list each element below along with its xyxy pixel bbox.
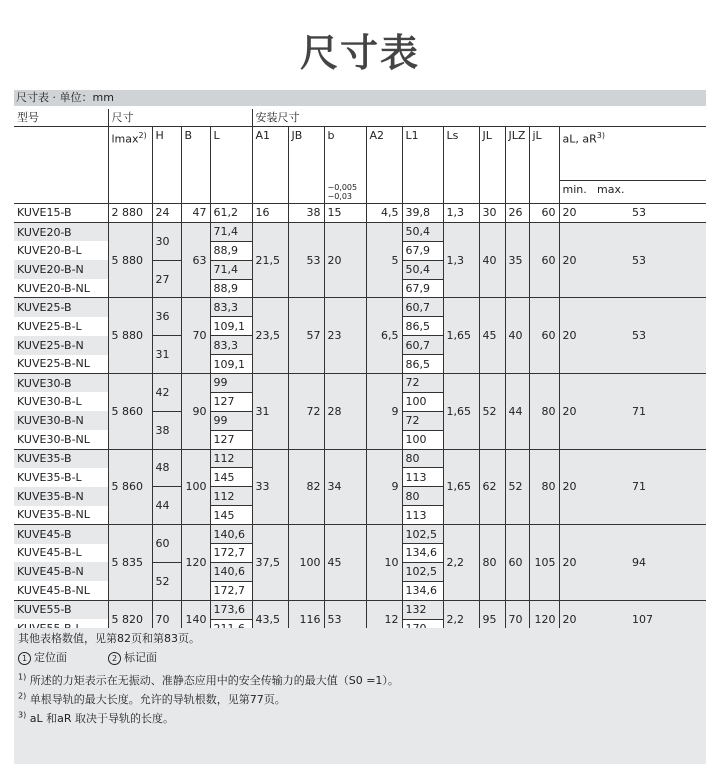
header-l1: L1 [402,127,443,204]
l1-cell: 80 [402,449,443,468]
lmax-cell: 5 835 [108,525,152,601]
jl-small-cell: 60 [529,204,559,223]
table-row [14,525,706,544]
h-cell: 48 [152,449,181,487]
a1-cell: 43,5 [252,600,288,637]
jl-cell: 80 [479,525,505,601]
table-row [14,449,706,468]
l-cell: 112 [210,487,252,506]
l-cell: 109,1 [210,317,252,336]
lmax-cell: 5 880 [108,298,152,374]
l1-cell: 102,5 [402,562,443,581]
header-ls: Ls [443,127,479,204]
b-cell: 100 [181,449,210,525]
table-row [14,204,706,223]
b-slot-cell: 28 [324,374,366,450]
header-al-ar: aL, $aR^{3)}$ [559,127,706,181]
l-cell: 140,6 [210,525,252,544]
header-b-slot: b −0,005 −0,03 [324,127,366,204]
jl-cell: 52 [479,374,505,450]
jl-cell: 62 [479,449,505,525]
a1-cell: 16 [252,204,288,223]
jb-cell: 100 [288,525,324,601]
jlz-cell: 35 [505,222,529,298]
jl-small-cell: 120 [529,600,559,637]
jl-small-cell: 60 [529,298,559,374]
b-slot-cell: 20 [324,222,366,298]
a2-cell: 9 [366,449,402,525]
jlz-cell: 26 [505,204,529,223]
l-cell: 61,2 [210,204,252,223]
jb-cell: 38 [288,204,324,223]
jb-cell: 57 [288,298,324,374]
l1-cell: 50,4 [402,260,443,279]
model-cell: KUVE30-B [14,374,108,393]
table-body [14,204,706,638]
lmax-cell: 2 880 [108,204,152,223]
lmax-cell: 5 860 [108,449,152,525]
model-cell: KUVE35-B-NL [17,508,90,522]
jb-cell: 82 [288,449,324,525]
header-jb: JB [288,127,324,204]
header-mounting: 安装尺寸 [252,109,706,127]
a2-cell: 6,5 [366,298,402,374]
l-cell: 140,6 [210,562,252,581]
b-slot-cell: 45 [324,525,366,601]
a1-cell: 23,5 [252,298,288,374]
model-cell: KUVE20-B-NL [17,281,90,295]
jl-cell: 45 [479,298,505,374]
legend [18,649,157,665]
max-cell: 71 [594,449,706,525]
b-slot-cell: 23 [324,298,366,374]
l-cell: 109,1 [210,355,252,374]
table-row [14,222,706,241]
l1-cell: 113 [402,468,443,487]
footnote-1: $^{1)}$ 所述的力矩表示在无振动、准静态应用中的安全传输力的最大值（S0 =1）。 [18,672,399,687]
a2-cell: 9 [366,374,402,450]
model-cell: KUVE20-B-N [14,260,108,279]
min-cell: 20 [559,374,594,450]
l-cell: 83,3 [210,336,252,355]
l-cell: 173,6 [210,600,252,619]
model-cell: KUVE45-B-N [14,562,108,581]
footer-notes [14,628,706,764]
ls-cell: 1,3 [443,204,479,223]
l-cell: 172,7 [210,544,252,563]
a1-cell: 21,5 [252,222,288,298]
unit-caption: 尺寸表 · 单位：mm [14,90,706,106]
header-max: max. [594,181,706,204]
legend-1-marker: 1 [18,652,31,665]
footnote-2: $^{2)}$ 单根导轨的最大长度。允许的导轨根数，见第77页。 [18,691,286,706]
b-slot-cell: 53 [324,600,366,637]
min-cell: 20 [559,222,594,298]
l1-cell: 86,5 [402,355,443,374]
ls-cell: 1,65 [443,374,479,450]
h-cell: 70 [152,600,181,637]
max-cell: 53 [594,204,706,223]
model-cell: KUVE30-B-N [14,411,108,430]
header-a1: A1 [252,127,288,204]
jlz-cell: 44 [505,374,529,450]
b-tolerance-bottom: −0,03 [327,192,353,201]
l1-cell: 72 [402,411,443,430]
model-cell: KUVE30-B-NL [17,432,90,446]
l-cell: 127 [210,392,252,411]
l1-cell: 113 [402,506,443,525]
other-values-note: 其他表格数值，见第82页和第83页。 [18,632,200,645]
header-dimensions: 尺寸 [108,109,252,127]
ls-cell: 1,65 [443,449,479,525]
lmax-cell: 5 860 [108,374,152,450]
dimension-table-wrapper [14,109,706,637]
b-cell: 70 [181,298,210,374]
l-cell: 88,9 [210,241,252,260]
max-cell: 71 [594,374,706,450]
page-title: 尺寸表 [299,31,420,75]
l-cell: 99 [210,411,252,430]
l1-cell: 132 [402,600,443,619]
b-slot-cell: 34 [324,449,366,525]
header-h: H [152,127,181,204]
a2-cell: 4,5 [366,204,402,223]
jb-cell: 53 [288,222,324,298]
l1-cell: 72 [402,374,443,393]
table-row [14,600,706,619]
min-cell: 20 [559,449,594,525]
jl-small-cell: 80 [529,374,559,450]
a1-cell: 31 [252,374,288,450]
model-cell: KUVE15-B [14,204,108,223]
model-cell: KUVE20-B [14,222,108,241]
l-cell: 83,3 [210,298,252,317]
a1-cell: 37,5 [252,525,288,601]
h-cell: 42 [152,374,181,412]
ls-cell: 2,2 [443,525,479,601]
max-cell: 107 [594,600,706,637]
jlz-cell: 52 [505,449,529,525]
legend-2-label: 标记面 [124,651,157,664]
ls-cell: 1,3 [443,222,479,298]
l1-cell: 39,8 [402,204,443,223]
footnote-3: $^{3)}$ aL 和aR 取决于导轨的长度。 [18,710,174,725]
l1-cell: 60,7 [402,336,443,355]
l-cell: 145 [210,468,252,487]
model-cell: KUVE20-B-L [17,244,82,258]
model-cell: KUVE25-B-N [14,336,108,355]
header-model: 型号 [14,109,108,127]
l1-cell: 67,9 [402,279,443,298]
min-cell: 20 [559,298,594,374]
header-min: min. [559,181,594,204]
header-jlz: JLZ [505,127,529,204]
min-cell: 20 [559,204,594,223]
min-cell: 20 [559,600,594,637]
header-jl-small: jL [529,127,559,204]
model-cell: KUVE45-B [14,525,108,544]
b-tolerance-top: −0,005 [327,183,358,192]
model-cell: KUVE35-B [14,449,108,468]
h-cell: 24 [152,204,181,223]
jlz-cell: 40 [505,298,529,374]
dimension-table [14,109,706,637]
jl-small-cell: 80 [529,449,559,525]
a2-cell: 10 [366,525,402,601]
l1-cell: 86,5 [402,317,443,336]
l1-cell: 50,4 [402,222,443,241]
model-cell: KUVE45-B-L [17,546,82,560]
jl-small-cell: 105 [529,525,559,601]
jl-cell: 40 [479,222,505,298]
h-cell: 44 [152,487,181,525]
table-row [14,374,706,393]
l-cell: 112 [210,449,252,468]
b-cell: 120 [181,525,210,601]
a1-cell: 33 [252,449,288,525]
l-cell: 71,4 [210,222,252,241]
header-l: L [210,127,252,204]
jb-cell: 116 [288,600,324,637]
min-cell: 20 [559,525,594,601]
legend-2-marker: 2 [108,652,121,665]
l-cell: 99 [210,374,252,393]
l1-cell: 134,6 [402,581,443,600]
jlz-cell: 70 [505,600,529,637]
l-cell: 145 [210,506,252,525]
l-cell: 71,4 [210,260,252,279]
b-slot-cell: 15 [324,204,366,223]
h-cell: 27 [152,260,181,298]
l1-cell: 80 [402,487,443,506]
jb-cell: 72 [288,374,324,450]
max-cell: 53 [594,222,706,298]
jl-cell: 30 [479,204,505,223]
a2-cell: 12 [366,600,402,637]
max-cell: 94 [594,525,706,601]
l1-cell: 134,6 [402,544,443,563]
model-cell: KUVE25-B-NL [17,357,90,371]
ls-cell: 2,2 [443,600,479,637]
header-model-blank [14,127,108,204]
model-cell: KUVE30-B-L [17,395,82,409]
lmax-cell: 5 880 [108,222,152,298]
h-cell: 31 [152,336,181,374]
model-cell: KUVE25-B-L [17,319,82,333]
l1-cell: 60,7 [402,298,443,317]
max-cell: 53 [594,298,706,374]
table-row [14,298,706,317]
b-cell: 90 [181,374,210,450]
jlz-cell: 60 [505,525,529,601]
l1-cell: 102,5 [402,525,443,544]
h-cell: 38 [152,411,181,449]
l-cell: 172,7 [210,581,252,600]
h-cell: 30 [152,222,181,260]
header-jl: JL [479,127,505,204]
l-cell: 88,9 [210,279,252,298]
l1-cell: 67,9 [402,241,443,260]
b-cell: 63 [181,222,210,298]
model-cell: KUVE35-B-L [17,470,82,484]
header-b: B [181,127,210,204]
jl-small-cell: 60 [529,222,559,298]
lmax-cell: 5 820 [108,600,152,637]
b-cell: 140 [181,600,210,637]
h-cell: 36 [152,298,181,336]
model-cell: KUVE45-B-NL [17,584,90,597]
model-cell: KUVE25-B [14,298,108,317]
h-cell: 52 [152,562,181,600]
l-cell: 127 [210,430,252,449]
model-cell: KUVE35-B-N [14,487,108,506]
header-a2: A2 [366,127,402,204]
ls-cell: 1,65 [443,298,479,374]
l1-cell: 100 [402,430,443,449]
l1-cell: 100 [402,392,443,411]
b-cell: 47 [181,204,210,223]
legend-1-label: 定位面 [34,651,67,664]
h-cell: 60 [152,525,181,563]
jl-cell: 95 [479,600,505,637]
model-cell: KUVE55-B [14,600,108,619]
a2-cell: 5 [366,222,402,298]
header-lmax: lmax$^{2)}$ [108,127,152,204]
